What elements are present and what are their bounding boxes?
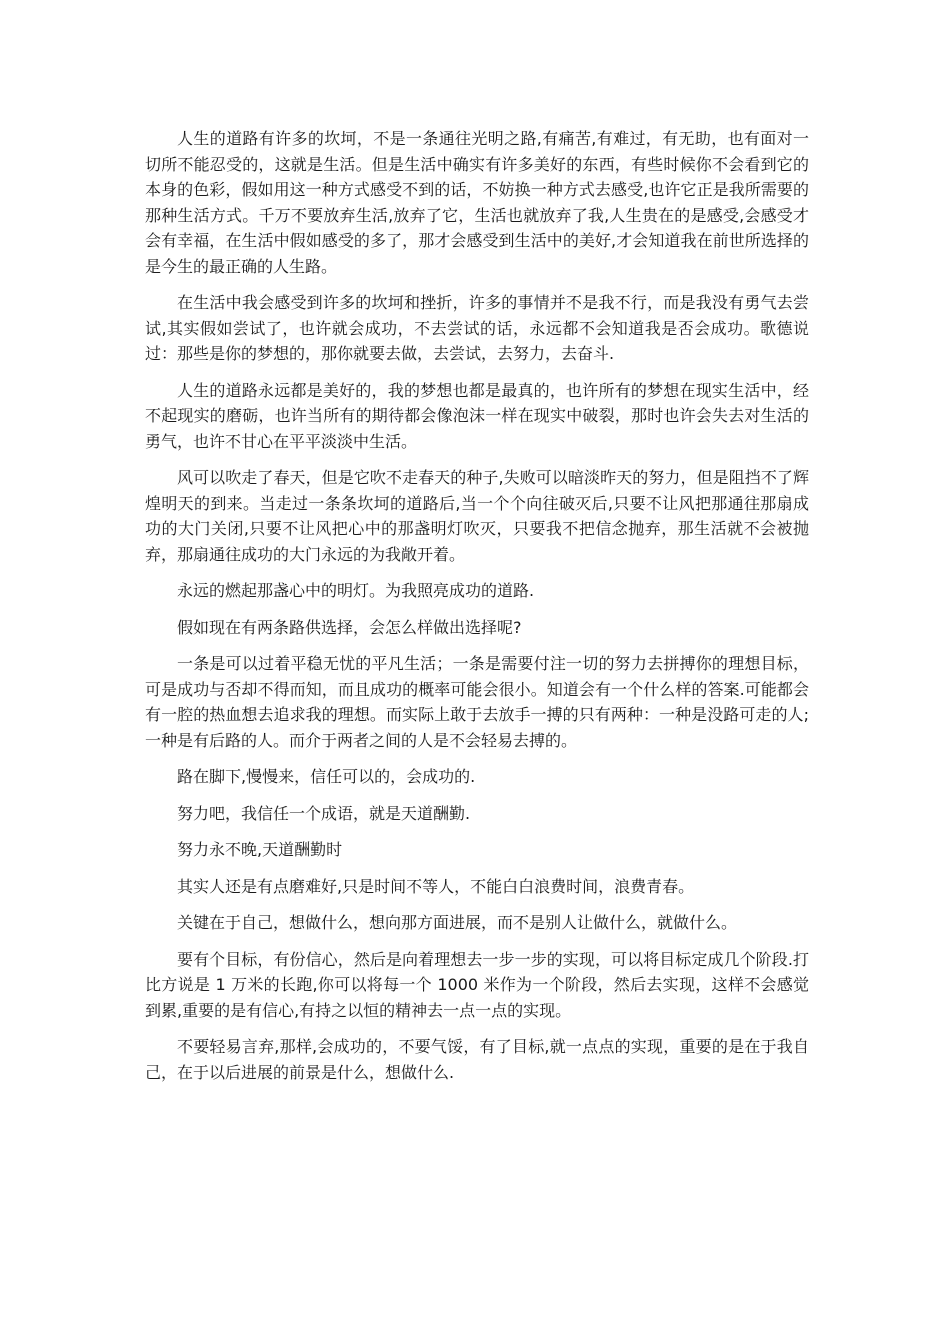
- paragraph: 假如现在有两条路供选择，会怎么样做出选择呢?: [177, 617, 522, 637]
- paragraph: 一条是可以过着平稳无忧的平凡生活；一条是需要付注一切的努力去拼搏你的理想目标，可是成功与否却不得而知，而且成功的概率可能会很小。知道会有一个什么样的答案.可能都会有一腔的热血想去追求我的理想。而实际上敢于去放手一搏的只有两种：一种是没路可走的人;一种是有后路的人。而介于两者之间的人是不会轻易去搏的。: [145, 654, 809, 750]
- paragraph: 人生的道路有许多的坎坷，不是一条通往光明之路,有痛苦,有难过，有无助，也有面对一切所不能忍受的，这就是生活。但是生活中确实有许多美好的东西，有些时候你不会看到它的本身的色彩，假如用这一种方式感受不到的话，不妨换一种方式去感受,也许它正是我所需要的那种生活方式。千万不要放弃生活,放弃了它，生活也就放弃了我,人生贵在的是感受,会感受才会有幸福，在生活中假如感受的多了，那才会感受到生活中的美好,才会知道我在前世所选择的是今生的最正确的人生路。: [145, 129, 809, 276]
- paragraph: 努力永不晚,天道酬勤时: [177, 840, 343, 859]
- paragraph: 风可以吹走了春天，但是它吹不走春天的种子,失败可以暗淡昨天的努力，但是阻挡不了辉煌明天的到来。当走过一条条坎坷的道路后,当一个个向往破灭后,只要不让风把那通往那扇成功的大门关闭,只要不让风把心中的那盏明灯吹灭，只要我不把信念抛弃，那生活就不会被抛弃，那扇通往成功的大门永远的为我敞开着。: [145, 468, 809, 564]
- paragraph: 关键在于自己，想做什么，想向那方面进展，而不是别人让做什么，就做什么。: [177, 913, 738, 932]
- document-body: [145, 126, 809, 1096]
- paragraph: 永远的燃起那盏心中的明灯。为我照亮成功的道路.: [177, 581, 535, 600]
- paragraph: 努力吧，我信任一个成语，就是天道酬勤.: [177, 803, 471, 823]
- paragraph: 路在脚下,慢慢来，信任可以的，会成功的.: [177, 767, 476, 786]
- paragraph: 要有个目标，有份信心，然后是向着理想去一步一步的实现，可以将目标定成几个阶段.打比方说是 1 万米的长跑,你可以将每一个 1000 米作为一个阶段，然后去实现，这样不会感觉到累,重要的是有信心,有持之以恒的精神去一点一点的实现。: [145, 949, 809, 1020]
- paragraph: 在生活中我会感受到许多的坎坷和挫折，许多的事情并不是我不行，而是我没有勇气去尝试,其实假如尝试了，也许就会成功，不去尝试的话，永远都不会知道我是否会成功。歌德说过：那些是你的梦想的，那你就要去做，去尝试，去努力，去奋斗.: [145, 293, 809, 363]
- paragraph: 不要轻易言弃,那样,会成功的，不要气馁，有了目标,就一点点的实现，重要的是在于我自己，在于以后进展的前景是什么，想做什么.: [145, 1037, 809, 1082]
- paragraph: 人生的道路永远都是美好的，我的梦想也都是最真的，也许所有的梦想在现实生活中，经不起现实的磨砺，也许当所有的期待都会像泡沫一样在现实中破裂，那时也许会失去对生活的勇气，也许不甘心在平平淡淡中生活。: [145, 380, 809, 451]
- paragraph: 其实人还是有点磨难好,只是时间不等人，不能白白浪费时间，浪费青春。: [177, 876, 695, 896]
